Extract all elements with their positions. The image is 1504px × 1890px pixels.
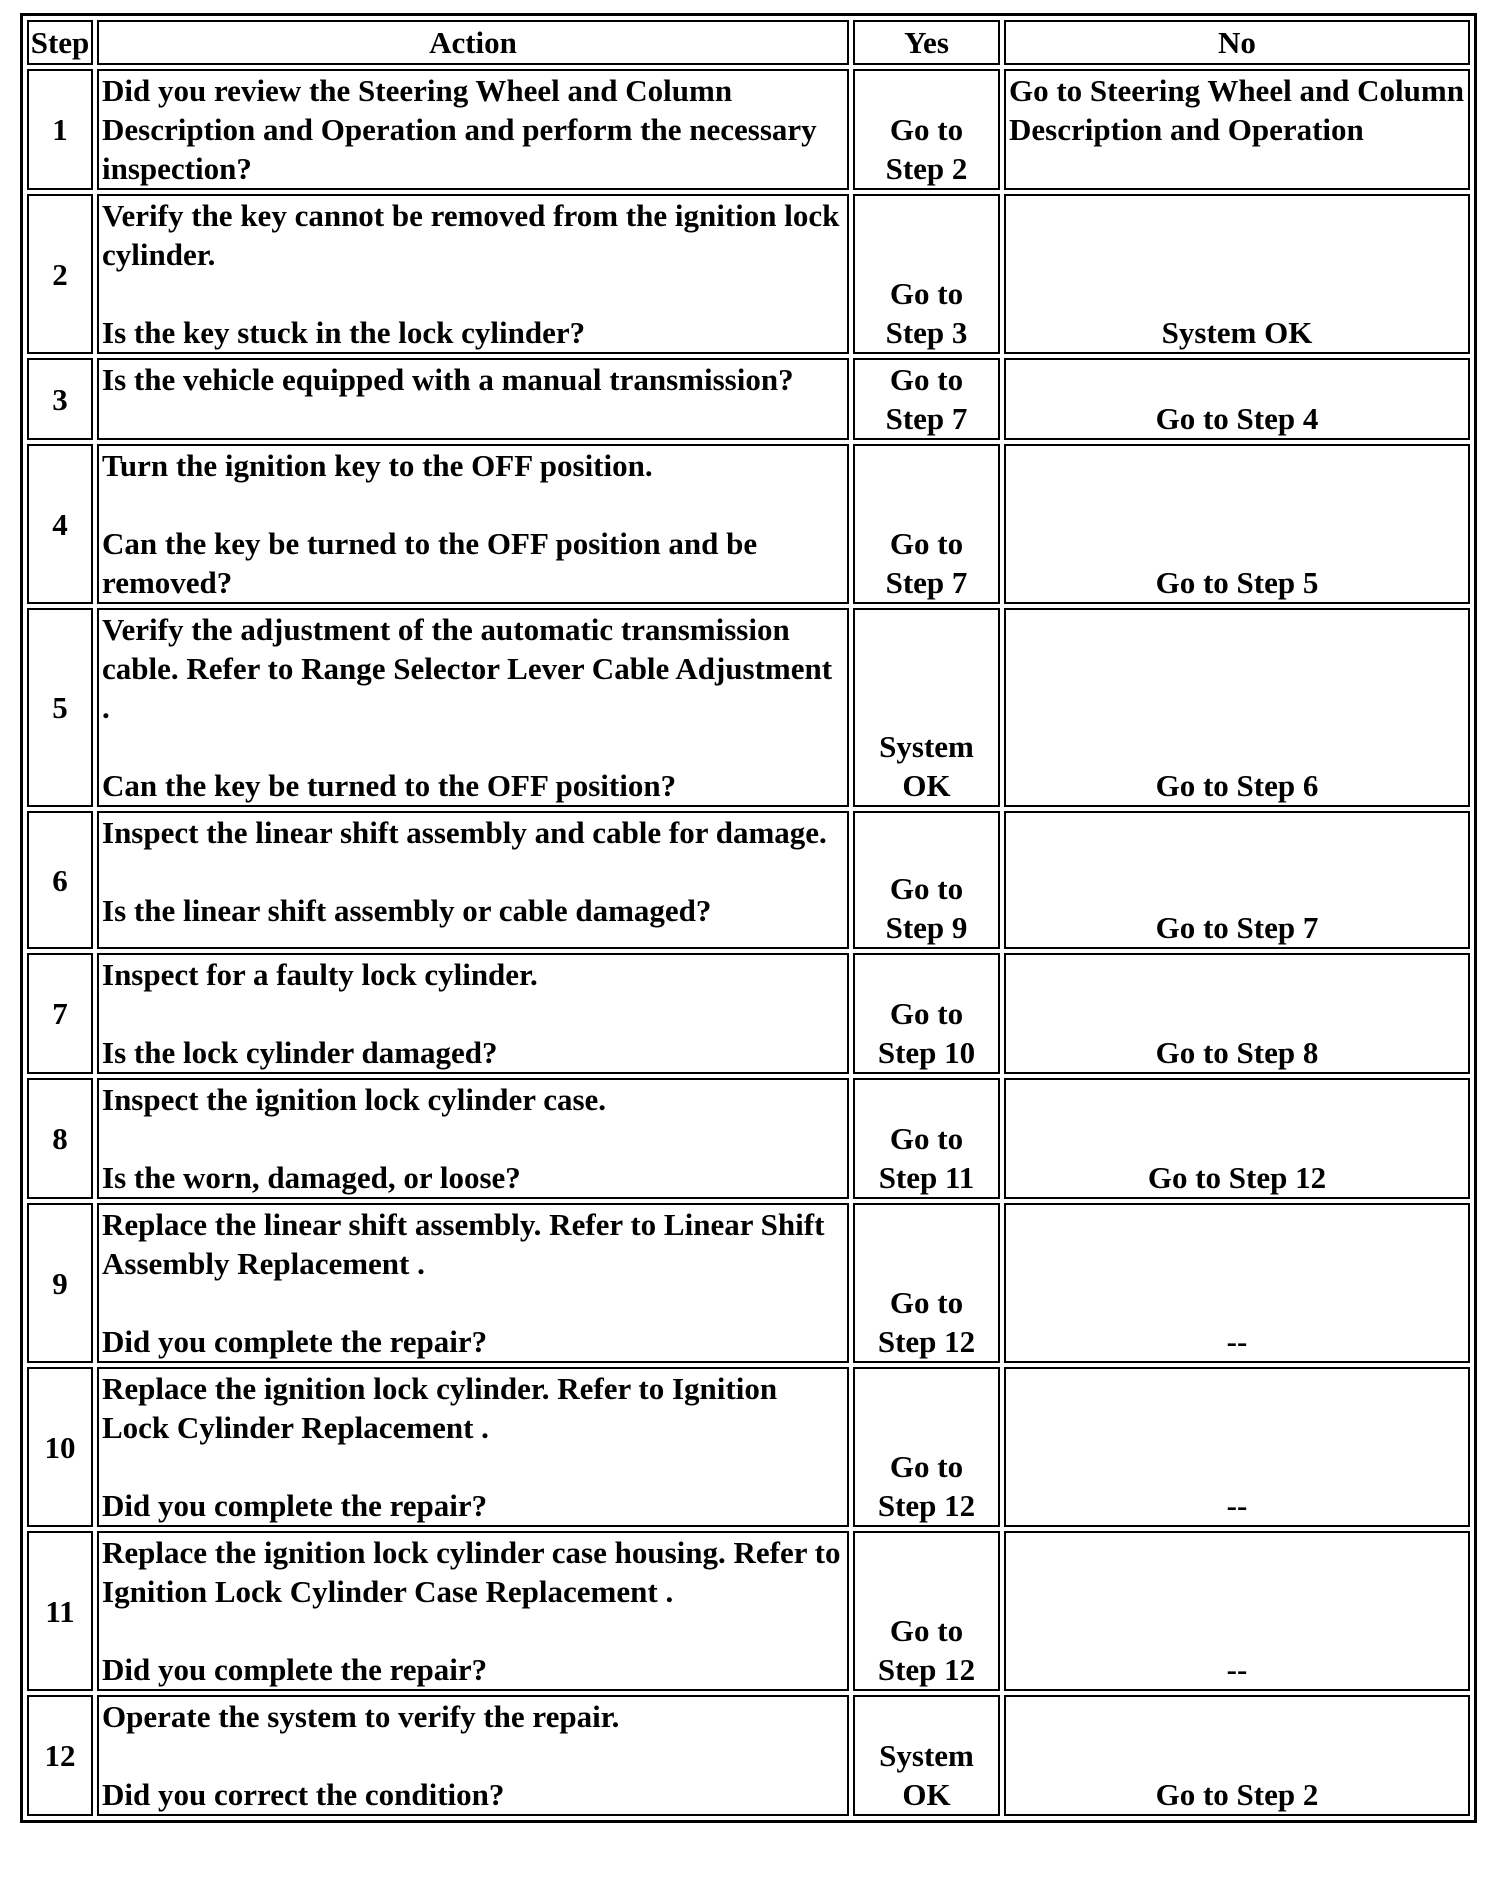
step-number: 7 bbox=[27, 953, 93, 1074]
action-cell bbox=[97, 608, 849, 807]
action-question: Did you correct the condition? bbox=[102, 1777, 505, 1812]
paragraph-gap bbox=[102, 485, 844, 524]
no-cell: Go to Step 4 bbox=[1004, 358, 1470, 440]
action-cell bbox=[97, 444, 849, 604]
no-cell: System OK bbox=[1004, 194, 1470, 354]
no-cell: Go to Step 2 bbox=[1004, 1695, 1470, 1816]
action-text: Replace the linear shift assembly. Refer to Linear Shift Assembly Replacement . bbox=[102, 1207, 825, 1281]
table-row bbox=[27, 444, 1470, 604]
step-number: 1 bbox=[27, 69, 93, 190]
no-cell: Go to Step 12 bbox=[1004, 1078, 1470, 1199]
action-cell bbox=[97, 1078, 849, 1199]
step-number: 6 bbox=[27, 811, 93, 949]
action-text: Did you review the Steering Wheel and Column Description and Operation and perform the necessary inspection? bbox=[102, 73, 817, 186]
paragraph-gap bbox=[102, 1283, 844, 1322]
paragraph-gap bbox=[102, 1736, 844, 1775]
step-number: 5 bbox=[27, 608, 93, 807]
step-number: 2 bbox=[27, 194, 93, 354]
action-cell bbox=[97, 69, 849, 190]
yes-cell: Go to Step 9 bbox=[853, 811, 1000, 949]
table-row bbox=[27, 69, 1470, 190]
action-question: Did you complete the repair? bbox=[102, 1488, 488, 1523]
action-question: Did you complete the repair? bbox=[102, 1324, 488, 1359]
paragraph-gap bbox=[102, 274, 844, 313]
yes-cell: Go to Step 12 bbox=[853, 1203, 1000, 1363]
yes-cell: Go to Step 11 bbox=[853, 1078, 1000, 1199]
table-row bbox=[27, 1531, 1470, 1691]
action-cell bbox=[97, 194, 849, 354]
paragraph-gap bbox=[102, 727, 844, 766]
table-row bbox=[27, 811, 1470, 949]
header-step: Step bbox=[27, 20, 93, 65]
step-number: 10 bbox=[27, 1367, 93, 1527]
table-row bbox=[27, 1695, 1470, 1816]
action-cell bbox=[97, 1531, 849, 1691]
table-row bbox=[27, 358, 1470, 440]
table-row bbox=[27, 1078, 1470, 1199]
no-cell: Go to Step 6 bbox=[1004, 608, 1470, 807]
action-question: Is the worn, damaged, or loose? bbox=[102, 1160, 521, 1195]
action-cell bbox=[97, 1695, 849, 1816]
action-question: Is the linear shift assembly or cable damaged? bbox=[102, 893, 712, 928]
action-cell bbox=[97, 358, 849, 440]
yes-cell: System OK bbox=[853, 1695, 1000, 1816]
action-text: Inspect for a faulty lock cylinder. bbox=[102, 957, 538, 992]
action-cell bbox=[97, 1203, 849, 1363]
yes-cell: Go to Step 2 bbox=[853, 69, 1000, 190]
action-text: Inspect the ignition lock cylinder case. bbox=[102, 1082, 607, 1117]
paragraph-gap bbox=[102, 994, 844, 1033]
table-row bbox=[27, 1367, 1470, 1527]
yes-cell: Go to Step 7 bbox=[853, 358, 1000, 440]
no-cell: -- bbox=[1004, 1531, 1470, 1691]
table-row bbox=[27, 1203, 1470, 1363]
yes-cell: Go to Step 12 bbox=[853, 1367, 1000, 1527]
action-text: Operate the system to verify the repair. bbox=[102, 1699, 620, 1734]
no-cell: Go to Step 8 bbox=[1004, 953, 1470, 1074]
yes-cell: Go to Step 7 bbox=[853, 444, 1000, 604]
paragraph-gap bbox=[102, 852, 844, 891]
action-question: Did you complete the repair? bbox=[102, 1652, 488, 1687]
action-question: Is the key stuck in the lock cylinder? bbox=[102, 315, 586, 350]
header-yes: Yes bbox=[853, 20, 1000, 65]
action-question: Can the key be turned to the OFF position? bbox=[102, 768, 677, 803]
action-text: Verify the adjustment of the automatic transmission cable. Refer to Range Selector Lever Cable Adjustment . bbox=[102, 612, 833, 725]
diagnostic-table bbox=[20, 13, 1477, 1823]
no-cell: Go to Step 5 bbox=[1004, 444, 1470, 604]
action-question: Is the lock cylinder damaged? bbox=[102, 1035, 498, 1070]
action-cell bbox=[97, 953, 849, 1074]
table-row bbox=[27, 194, 1470, 354]
step-number: 8 bbox=[27, 1078, 93, 1199]
step-number: 11 bbox=[27, 1531, 93, 1691]
step-number: 3 bbox=[27, 358, 93, 440]
action-question: Can the key be turned to the OFF position and be removed? bbox=[102, 526, 758, 600]
no-cell: -- bbox=[1004, 1367, 1470, 1527]
step-number: 4 bbox=[27, 444, 93, 604]
yes-cell: Go to Step 10 bbox=[853, 953, 1000, 1074]
action-text: Replace the ignition lock cylinder. Refer to Ignition Lock Cylinder Replacement . bbox=[102, 1371, 778, 1445]
action-cell bbox=[97, 1367, 849, 1527]
action-text: Turn the ignition key to the OFF position. bbox=[102, 448, 653, 483]
yes-cell: Go to Step 3 bbox=[853, 194, 1000, 354]
no-cell: Go to Step 7 bbox=[1004, 811, 1470, 949]
action-cell bbox=[97, 811, 849, 949]
header-row bbox=[27, 20, 1470, 65]
paragraph-gap bbox=[102, 1119, 844, 1158]
step-number: 12 bbox=[27, 1695, 93, 1816]
diagnostic-table-container bbox=[20, 13, 1476, 1823]
no-cell: -- bbox=[1004, 1203, 1470, 1363]
header-action: Action bbox=[97, 20, 849, 65]
yes-cell: System OK bbox=[853, 608, 1000, 807]
action-text: Replace the ignition lock cylinder case housing. Refer to Ignition Lock Cylinder Case Replacement . bbox=[102, 1535, 841, 1609]
yes-cell: Go to Step 12 bbox=[853, 1531, 1000, 1691]
table-row bbox=[27, 608, 1470, 807]
no-cell: Go to Steering Wheel and Column Description and Operation bbox=[1004, 69, 1470, 190]
action-text: Is the vehicle equipped with a manual transmission? bbox=[102, 362, 794, 397]
action-text: Inspect the linear shift assembly and cable for damage. bbox=[102, 815, 827, 850]
header-no: No bbox=[1004, 20, 1470, 65]
table-row bbox=[27, 953, 1470, 1074]
paragraph-gap bbox=[102, 1447, 844, 1486]
step-number: 9 bbox=[27, 1203, 93, 1363]
action-text: Verify the key cannot be removed from the ignition lock cylinder. bbox=[102, 198, 840, 272]
paragraph-gap bbox=[102, 1611, 844, 1650]
